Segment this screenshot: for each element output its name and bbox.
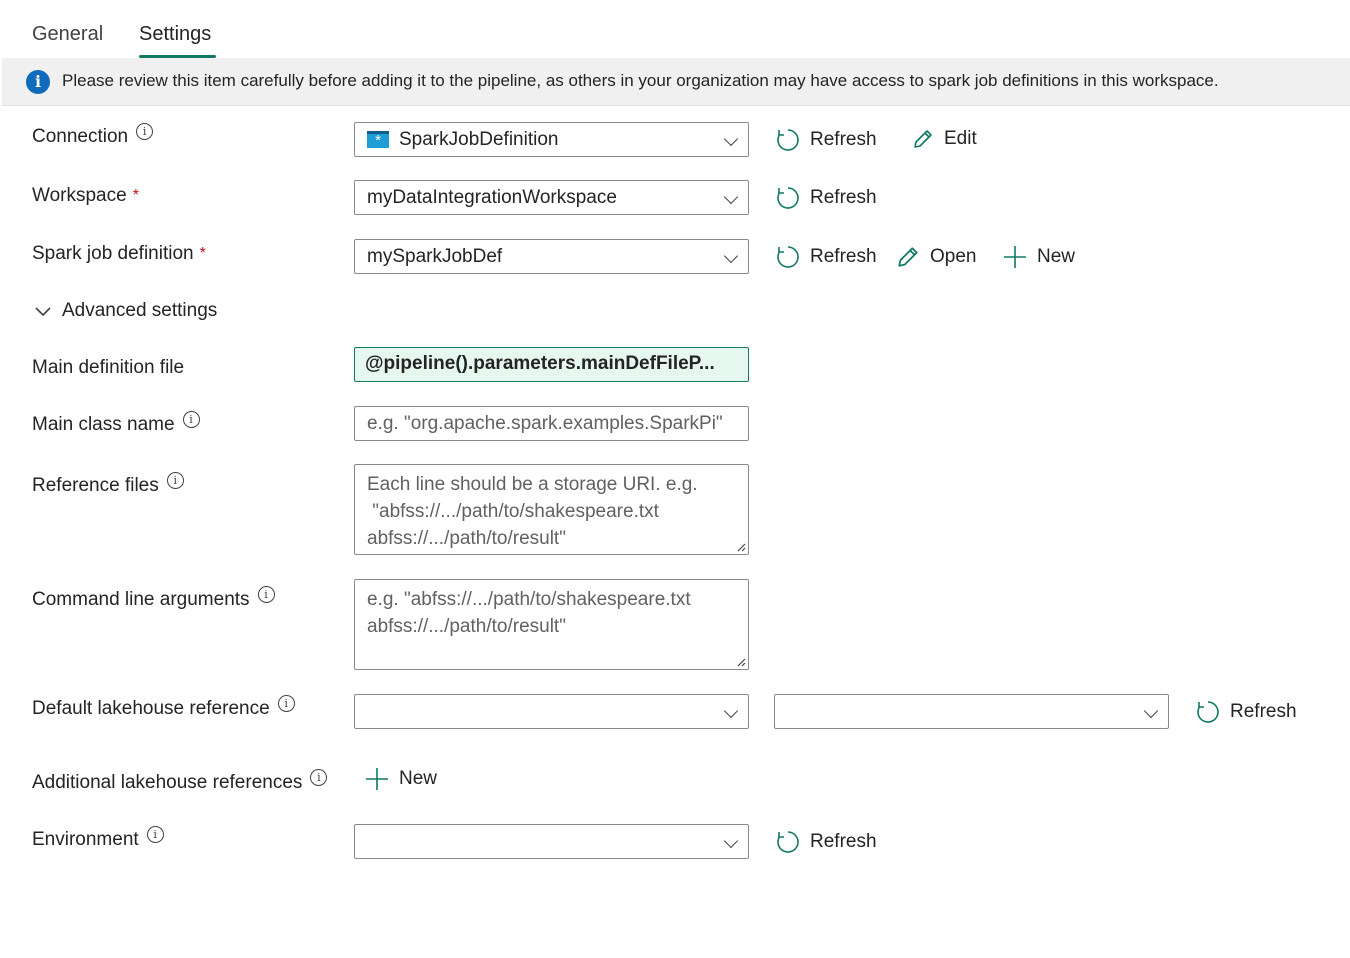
environment-label: Environment i [32, 829, 164, 851]
resize-grip-icon[interactable] [736, 542, 746, 552]
chevron-down-icon [724, 132, 738, 146]
tab-general[interactable]: General [32, 23, 104, 45]
info-icon: i [310, 769, 327, 786]
default-lakehouse-workspace-select[interactable] [354, 694, 749, 729]
required-marker: * [132, 187, 139, 204]
info-icon: i [136, 123, 153, 140]
info-icon: i [147, 826, 164, 843]
chevron-down-icon [724, 834, 738, 848]
warning-banner [2, 58, 1350, 106]
default-lakehouse-label: Default lakehouse reference i [32, 698, 295, 720]
main-class-label: Main class name i [32, 414, 200, 436]
resize-grip-icon[interactable] [736, 657, 746, 667]
info-icon: i [183, 411, 200, 428]
spark-job-new-button[interactable]: New [1003, 245, 1075, 269]
chevron-down-icon [724, 249, 738, 263]
banner-text: Please review this item carefully before adding it to the pipeline, as others in your organization may have access to spark job definitions in this workspace. [62, 71, 1219, 90]
workspace-label: Workspace * [32, 185, 139, 206]
connection-edit-button[interactable]: Edit [912, 128, 977, 150]
connection-select[interactable]: * SparkJobDefinition [354, 122, 749, 157]
spark-job-select[interactable]: mySparkJobDef [354, 239, 749, 274]
ref-files-textarea[interactable]: Each line should be a storage URI. e.g. "abfss://.../path/to/shakespeare.txt abfss://.../path/to/result" [354, 464, 749, 555]
cmd-args-label: Command line arguments i [32, 589, 275, 611]
cmd-args-textarea[interactable]: e.g. "abfss://.../path/to/shakespeare.txt abfss://.../path/to/result" [354, 579, 749, 670]
default-lakehouse-refresh-button[interactable]: Refresh [1196, 700, 1297, 724]
info-icon: i [26, 70, 50, 94]
chevron-down-icon [34, 302, 52, 320]
plus-icon [365, 767, 389, 791]
main-def-input[interactable]: @pipeline().parameters.mainDefFileP... [354, 347, 749, 382]
default-lakehouse-select[interactable] [774, 694, 1169, 729]
refresh-icon [776, 186, 800, 210]
spark-job-refresh-button[interactable]: Refresh [776, 245, 877, 269]
plus-icon [1003, 245, 1027, 269]
ref-files-label: Reference files i [32, 475, 184, 497]
spark-job-icon: * [367, 131, 389, 148]
environment-select[interactable] [354, 824, 749, 859]
info-icon: i [258, 586, 275, 603]
environment-refresh-button[interactable]: Refresh [776, 830, 877, 854]
pencil-icon [912, 128, 934, 150]
spark-job-open-button[interactable]: Open [896, 245, 976, 269]
refresh-icon [1196, 700, 1220, 724]
info-icon: i [278, 695, 295, 712]
workspace-refresh-button[interactable]: Refresh [776, 186, 877, 210]
additional-lakehouse-new-button[interactable]: New [365, 767, 437, 791]
pencil-icon [896, 245, 920, 269]
chevron-down-icon [1144, 704, 1158, 718]
chevron-down-icon [724, 190, 738, 204]
tab-settings[interactable]: Settings [139, 23, 212, 45]
connection-refresh-button[interactable]: Refresh [776, 128, 877, 152]
required-marker: * [199, 245, 206, 262]
info-icon: i [167, 472, 184, 489]
advanced-settings-toggle[interactable]: Advanced settings [34, 300, 217, 322]
main-def-label: Main definition file [32, 357, 185, 378]
refresh-icon [776, 245, 800, 269]
refresh-icon [776, 830, 800, 854]
chevron-down-icon [724, 704, 738, 718]
main-class-input[interactable]: e.g. "org.apache.spark.examples.SparkPi" [354, 406, 749, 441]
spark-job-label: Spark job definition * [32, 243, 206, 264]
connection-label: Connection i [32, 126, 153, 148]
additional-lakehouse-label: Additional lakehouse references i [32, 772, 327, 794]
workspace-select[interactable]: myDataIntegrationWorkspace [354, 180, 749, 215]
refresh-icon [776, 128, 800, 152]
